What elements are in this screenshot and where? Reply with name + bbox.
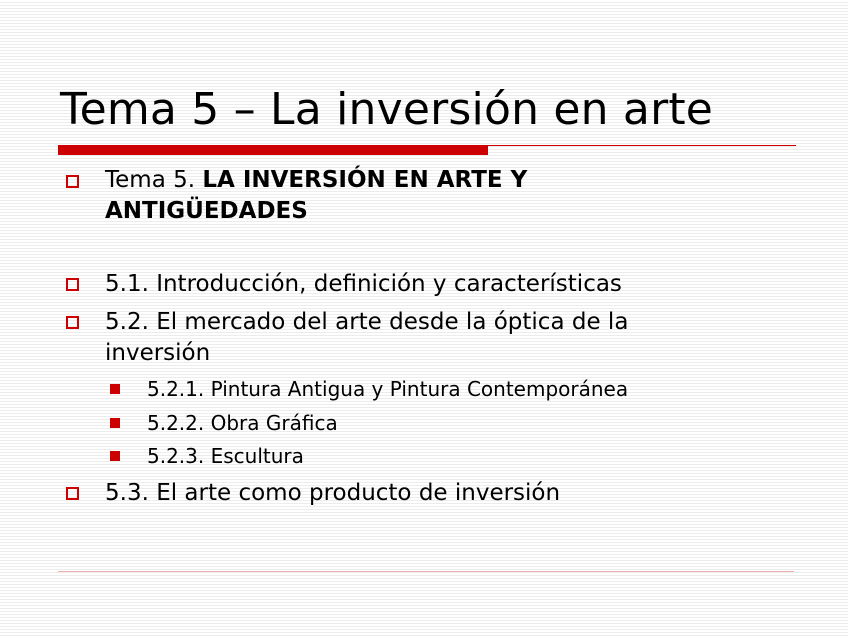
slide-title: Tema 5 – La inversión en arte xyxy=(60,84,714,135)
hollow-square-bullet-icon xyxy=(66,316,79,329)
sub-list-item-text: 5.2.3. Escultura xyxy=(147,444,304,468)
sub-list-item-text: 5.2.1. Pintura Antigua y Pintura Contemporánea xyxy=(147,377,629,401)
list-item-text: 5.3. El arte como producto de inversión xyxy=(105,480,561,506)
list-item-text-line2: inversión xyxy=(105,340,211,366)
list-item-text: 5.1. Introducción, definición y características xyxy=(105,271,622,297)
sub-list-item-text: 5.2.2. Obra Gráfica xyxy=(147,411,338,435)
item-bold-heading-line2: ANTIGÜEDADES xyxy=(105,198,308,224)
filled-square-bullet-icon xyxy=(110,418,120,428)
list-item-text-line1: 5.2. El mercado del arte desde la óptica de la xyxy=(105,309,629,335)
hollow-square-bullet-icon xyxy=(66,278,79,291)
item-bold-heading-line1: LA INVERSIÓN EN ARTE Y xyxy=(202,167,528,193)
filled-square-bullet-icon xyxy=(110,451,120,461)
list-item-text xyxy=(105,166,527,195)
hollow-square-bullet-icon xyxy=(66,487,79,500)
title-accent-bar xyxy=(58,145,488,155)
footer-divider xyxy=(58,571,794,572)
item-prefix: Tema 5. xyxy=(105,167,203,193)
hollow-square-bullet-icon xyxy=(66,175,79,188)
filled-square-bullet-icon xyxy=(110,384,120,394)
